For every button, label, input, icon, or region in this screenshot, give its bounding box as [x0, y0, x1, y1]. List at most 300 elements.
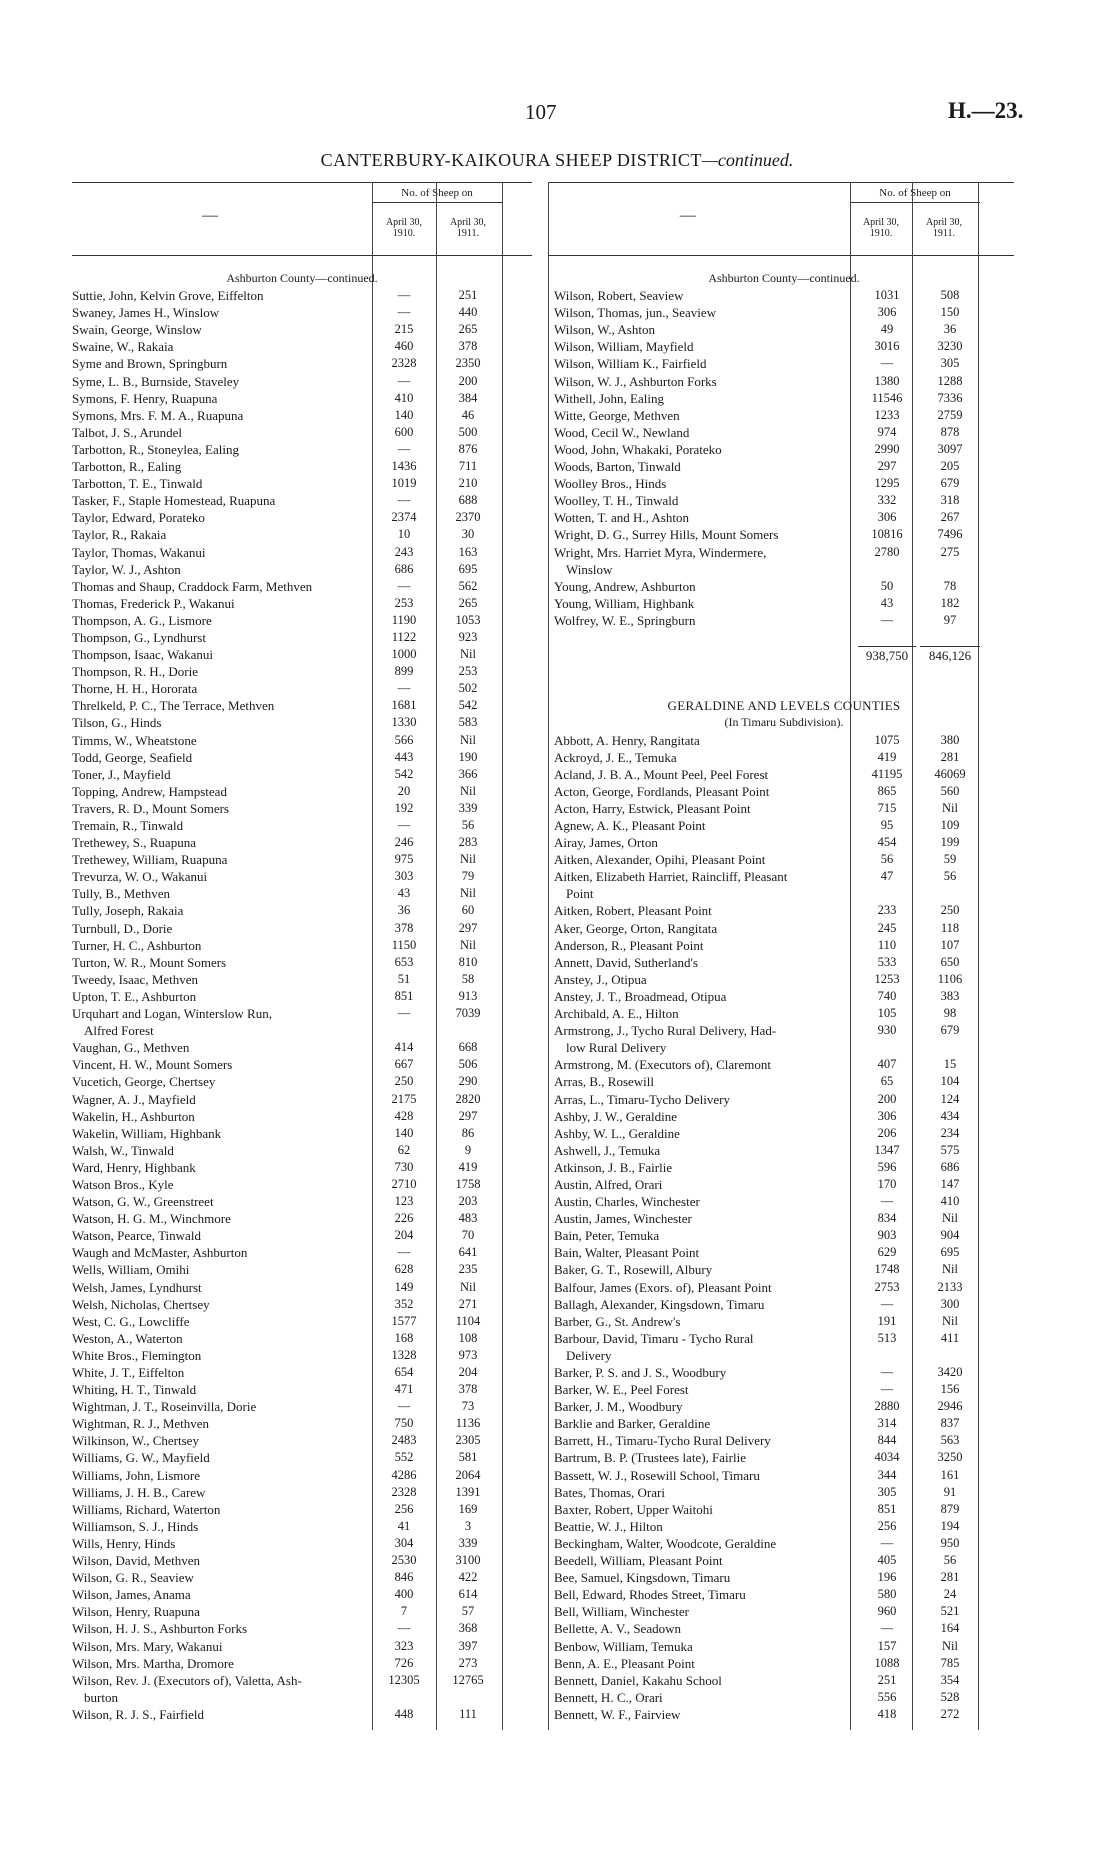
sheep-1910-value: 629 — [877, 1245, 897, 1260]
sheep-1910-value: — — [880, 1296, 894, 1311]
page-title — [0, 150, 1114, 171]
table-row — [72, 1056, 532, 1073]
owner-name: Wightman, R. J., Methven — [72, 1416, 210, 1432]
owner-name: Watson, G. W., Greenstreet — [72, 1194, 214, 1210]
sheep-1911-value: 267 — [940, 510, 960, 525]
sheep-1910-value: 378 — [394, 920, 414, 935]
sheep-1911-value: 410 — [940, 1194, 960, 1209]
table-row — [554, 475, 1014, 492]
sheep-1911-value: 614 — [458, 1587, 478, 1602]
owner-name: Williams, Richard, Waterton — [72, 1501, 221, 1517]
sheep-1910-value: — — [880, 1365, 894, 1379]
sheep-1910-value: 157 — [877, 1638, 897, 1653]
owner-name: Wilson, William, Mayfield — [554, 339, 694, 355]
owner-name: Bennett, Daniel, Kakahu School — [554, 1672, 722, 1688]
sheep-1910-value: 740 — [877, 988, 897, 1003]
sheep-1911-value: 58 — [461, 971, 475, 986]
sheep-1910-value: 960 — [877, 1604, 897, 1619]
owner-name: Wilson, Thomas, jun., Seaview — [554, 305, 717, 321]
header-dash: — — [679, 207, 696, 224]
table-row — [554, 1261, 1014, 1278]
owner-name: Ashby, W. L., Geraldine — [554, 1125, 680, 1141]
sheep-1910-value: 844 — [877, 1433, 897, 1448]
table-row — [72, 1210, 532, 1227]
owner-name: Suttie, John, Kelvin Grove, Eiffelton — [72, 288, 264, 304]
sheep-1910-value: 419 — [877, 749, 897, 764]
sheep-1911-value: Nil — [460, 886, 476, 901]
owner-name: Austin, James, Winchester — [554, 1211, 692, 1227]
table-row — [554, 902, 1014, 919]
owner-name: Young, Andrew, Ashburton — [554, 578, 696, 594]
sheep-1910-value: 1122 — [391, 629, 417, 644]
table-row — [554, 407, 1014, 424]
sheep-1911-value: 161 — [940, 1467, 960, 1482]
sheep-1910-value: 715 — [877, 800, 897, 815]
table-row — [72, 646, 532, 663]
sheep-1910-value: 1328 — [391, 1347, 417, 1362]
sheep-1911-value: 583 — [458, 715, 478, 730]
owner-name: Bain, Walter, Pleasant Point — [554, 1245, 700, 1261]
sheep-1910-value: 600 — [394, 424, 414, 439]
owner-name: Wilkinson, W., Chertsey — [72, 1433, 199, 1449]
sheep-1911-value: 2759 — [937, 407, 963, 422]
table-row — [554, 424, 1014, 441]
owner-name: Wright, D. G., Surrey Hills, Mount Somers — [554, 527, 779, 543]
table-row — [72, 1073, 532, 1090]
sheep-1910-value: 542 — [394, 766, 414, 781]
sheep-count-label: No. of Sheep on — [372, 187, 502, 203]
sheep-1910-value: — — [397, 578, 411, 593]
table-row — [554, 1210, 1014, 1227]
table-row — [72, 954, 532, 971]
sheep-1910-value: 192 — [394, 800, 414, 815]
table-row — [72, 800, 532, 817]
table-row — [72, 783, 532, 800]
owner-name: Barker, P. S. and J. S., Woodbury — [554, 1365, 727, 1380]
table-row — [72, 1159, 532, 1176]
sheep-1911-value: 150 — [940, 305, 960, 320]
owner-name: Vincent, H. W., Mount Somers — [72, 1057, 233, 1073]
table-row — [554, 390, 1014, 407]
sheep-1911-value: 2133 — [937, 1279, 963, 1294]
sheep-1910-value: 930 — [877, 1023, 897, 1038]
table-row — [554, 1364, 1014, 1381]
year-1910-label: April 30, 1910. — [385, 217, 423, 239]
sheep-1911-value: 3420 — [937, 1365, 963, 1379]
owner-name: Trethewey, S., Ruapuna — [72, 835, 196, 851]
owner-name: Anderson, R., Pleasant Point — [554, 937, 704, 953]
sheep-1910-value: 149 — [394, 1279, 414, 1294]
sheep-1910-value: 448 — [394, 1706, 414, 1721]
sheep-1911-value: 190 — [458, 749, 478, 764]
owner-name: Wilson, William K., Fairfield — [554, 356, 707, 372]
table-row — [554, 1176, 1014, 1193]
table-row — [72, 1313, 532, 1330]
table-row — [72, 1364, 532, 1381]
table-row — [554, 338, 1014, 355]
sheep-1911-value: 91 — [943, 1484, 957, 1499]
sheep-1910-value: 414 — [394, 1040, 414, 1055]
table-row — [72, 1296, 532, 1313]
owner-name-continued: Alfred Forest — [84, 1023, 154, 1039]
sheep-1910-value: 20 — [397, 783, 411, 798]
sheep-1910-value: 140 — [394, 1125, 414, 1140]
table-row — [72, 902, 532, 919]
owner-name: Tarbotton, T. E., Tinwald — [72, 476, 203, 492]
sheep-1911-value: 7496 — [937, 527, 963, 542]
sheep-1911-value: 3250 — [937, 1450, 963, 1465]
table-row-continuation — [554, 1039, 1014, 1056]
sheep-1911-value: Nil — [942, 1262, 958, 1277]
owner-name: Arras, L., Timaru-Tycho Delivery — [554, 1091, 731, 1107]
sheep-1911-value: 695 — [940, 1245, 960, 1260]
owner-name: Wakelin, H., Ashburton — [72, 1108, 195, 1124]
owner-name: Threlkeld, P. C., The Terrace, Methven — [72, 698, 275, 714]
table-row — [72, 321, 532, 338]
sheep-1910-value: 556 — [877, 1689, 897, 1704]
owner-name: Anstey, J., Otipua — [554, 971, 647, 987]
owner-name: Syme, L. B., Burnside, Staveley — [72, 373, 240, 389]
sheep-1911-value: 97 — [943, 612, 957, 627]
owner-name: Turnbull, D., Dorie — [72, 920, 173, 936]
table-row — [72, 1569, 532, 1586]
sheep-1910-value: 865 — [877, 783, 897, 798]
sheep-1911-value: 199 — [940, 835, 960, 850]
sheep-1910-value: 1233 — [874, 407, 900, 422]
sheep-1911-value: 397 — [458, 1638, 478, 1653]
table-row — [554, 749, 1014, 766]
table-row — [554, 1159, 1014, 1176]
sheep-1910-value: 533 — [877, 954, 897, 969]
owner-name: Anstey, J. T., Broadmead, Otipua — [554, 988, 727, 1004]
sheep-1910-value: 305 — [877, 1484, 897, 1499]
sheep-1910-value: 215 — [394, 322, 414, 337]
sheep-1911-value: 281 — [940, 1570, 960, 1585]
sheep-1910-value: 352 — [394, 1296, 414, 1311]
sheep-1910-value: 513 — [877, 1330, 897, 1345]
sheep-1910-value: 304 — [394, 1535, 414, 1550]
sheep-1911-value: Nil — [460, 852, 476, 867]
sheep-1911-value: 163 — [458, 544, 478, 559]
owner-name: Turner, H. C., Ashburton — [72, 937, 202, 953]
owner-name: Wilson, Mrs. Mary, Wakanui — [72, 1638, 223, 1654]
owner-name: Witte, George, Methven — [554, 407, 680, 423]
sheep-1910-value: 47 — [880, 869, 894, 884]
owner-name: Thorne, H. H., Hororata — [72, 681, 198, 697]
table-row — [72, 1518, 532, 1535]
owner-name: Baker, G. T., Rosewill, Albury — [554, 1262, 713, 1278]
table-row — [554, 766, 1014, 783]
table-row — [72, 868, 532, 885]
table-row — [72, 304, 532, 321]
sheep-1911-value: 250 — [940, 903, 960, 918]
sheep-1910-value: 4286 — [391, 1467, 417, 1482]
owner-name: Welsh, Nicholas, Chertsey — [72, 1296, 210, 1312]
table-row — [72, 697, 532, 714]
owner-name: Thomas and Shaup, Craddock Farm, Methven — [72, 578, 313, 594]
sheep-1910-value: — — [880, 1194, 894, 1209]
sheep-1911-value: 265 — [458, 595, 478, 610]
table-row — [554, 1620, 1014, 1637]
sheep-1910-value: 471 — [394, 1382, 414, 1397]
owner-name: White, J. T., Eiffelton — [72, 1365, 185, 1380]
table-row — [72, 1449, 532, 1466]
sheep-1910-value: 1436 — [391, 459, 417, 474]
sheep-1911-value: 679 — [940, 476, 960, 491]
left-table-body — [72, 270, 532, 1723]
sheep-1911-value: Nil — [942, 1313, 958, 1328]
sheep-1911-value: Nil — [460, 783, 476, 798]
table-row — [554, 1091, 1014, 1108]
table-row — [72, 1484, 532, 1501]
owner-name: Taylor, R., Rakaia — [72, 527, 167, 543]
table-row — [72, 1091, 532, 1108]
table-row — [72, 834, 532, 851]
document-reference: H.—23. — [948, 98, 1024, 123]
sheep-1911-value: 272 — [940, 1706, 960, 1721]
owner-name: Arras, B., Rosewill — [554, 1074, 655, 1090]
sheep-1910-value: 200 — [877, 1091, 897, 1106]
sheep-1910-value: 750 — [394, 1416, 414, 1431]
sheep-1911-value: 560 — [940, 783, 960, 798]
sheep-1910-value: 566 — [394, 732, 414, 747]
sheep-1910-value: — — [880, 612, 894, 627]
spacer — [554, 680, 1014, 697]
sheep-1911-value: 711 — [458, 459, 478, 474]
table-row — [72, 1706, 532, 1723]
owner-name: Acland, J. B. A., Mount Peel, Peel Forest — [554, 766, 769, 782]
sheep-1911-value: 70 — [461, 1228, 475, 1243]
owner-name-continued: Delivery — [566, 1347, 612, 1363]
owner-name: Wagner, A. J., Mayfield — [72, 1091, 196, 1107]
sheep-1911-value: 98 — [943, 1006, 957, 1021]
sheep-1911-value: 923 — [458, 629, 478, 644]
owner-name: Agnew, A. K., Pleasant Point — [554, 818, 706, 833]
sheep-1910-value: 2374 — [391, 510, 417, 525]
sheep-1911-value: 366 — [458, 766, 478, 781]
sheep-1911-value: 297 — [458, 920, 478, 935]
table-row — [72, 817, 532, 834]
owner-name: Thompson, R. H., Dorie — [72, 664, 199, 680]
owner-name: Airay, James, Orton — [554, 835, 658, 851]
table-row — [72, 1535, 532, 1552]
owner-name: Welsh, James, Lyndhurst — [72, 1279, 202, 1295]
table-row — [554, 1227, 1014, 1244]
sheep-1911-value: 521 — [940, 1604, 960, 1619]
sheep-1911-value: 169 — [458, 1501, 478, 1516]
owner-name: Waugh and McMaster, Ashburton — [72, 1245, 248, 1261]
table-row — [554, 578, 1014, 595]
table-row — [554, 1296, 1014, 1313]
owner-name: Wills, Henry, Hinds — [72, 1535, 176, 1551]
sheep-1910-value: 1577 — [391, 1313, 417, 1328]
owner-name: Walsh, W., Tinwald — [72, 1142, 174, 1158]
owner-name: Wilson, W. J., Ashburton Forks — [554, 373, 717, 389]
sheep-1910-value: 730 — [394, 1159, 414, 1174]
sheep-1910-value: 1019 — [391, 476, 417, 491]
table-row — [72, 561, 532, 578]
owner-name: Wells, William, Omihi — [72, 1262, 190, 1278]
sheep-1910-value: 344 — [877, 1467, 897, 1482]
sheep-1910-value: 1190 — [391, 612, 417, 627]
table-row — [554, 1689, 1014, 1706]
owner-name: Thompson, A. G., Lismore — [72, 612, 212, 628]
table-row — [72, 1108, 532, 1125]
sheep-1910-value: 726 — [394, 1655, 414, 1670]
sheep-1911-value: 235 — [458, 1262, 478, 1277]
section2-title: GERALDINE AND LEVELS COUNTIES — [667, 698, 901, 714]
sheep-1910-value: 245 — [877, 920, 897, 935]
sheep-1911-value: 56 — [943, 869, 957, 884]
table-row — [554, 834, 1014, 851]
owner-name: Topping, Andrew, Hampstead — [72, 783, 227, 799]
table-row — [554, 509, 1014, 526]
sheep-1911-value: 164 — [940, 1621, 960, 1636]
table-row — [72, 732, 532, 749]
table-row — [72, 390, 532, 407]
sheep-1911-value: 2820 — [455, 1091, 481, 1106]
owner-name: Wakelin, William, Highbank — [72, 1125, 222, 1141]
right-table-header — [548, 182, 1014, 256]
sheep-1911-value: 575 — [940, 1142, 960, 1157]
sheep-1910-value: 306 — [877, 305, 897, 320]
right-table-body — [554, 270, 1014, 1723]
sheep-1911-value: 2350 — [455, 356, 481, 371]
sheep-1910-value: 323 — [394, 1638, 414, 1653]
sheep-1911-value: 1053 — [455, 612, 481, 627]
sheep-1910-value: 580 — [877, 1587, 897, 1602]
sheep-1911-value: 562 — [458, 578, 478, 593]
sheep-1910-value: 2753 — [874, 1279, 900, 1294]
table-row — [72, 578, 532, 595]
sheep-1911-value: 78 — [943, 578, 957, 593]
sheep-1910-value: 1088 — [874, 1655, 900, 1670]
owner-name: Thomas, Frederick P., Wakanui — [72, 595, 235, 611]
table-row — [554, 526, 1014, 543]
table-row — [72, 475, 532, 492]
header-dash: — — [202, 207, 218, 224]
sheep-1910-value: 596 — [877, 1159, 897, 1174]
table-row — [554, 287, 1014, 304]
sheep-1911-value: 384 — [458, 390, 478, 405]
table-row — [554, 1005, 1014, 1022]
sheep-1911-value: 290 — [458, 1074, 478, 1089]
sheep-1911-value: 86 — [461, 1125, 475, 1140]
owner-name: Wilson, W., Ashton — [554, 322, 655, 338]
owner-name: Acton, Harry, Estwick, Pleasant Point — [554, 800, 751, 816]
section2-subtitle: (In Timaru Subdivision). — [724, 715, 844, 730]
table-row — [554, 1330, 1014, 1347]
sheep-1910-value: 834 — [877, 1211, 897, 1226]
sheep-1910-value: 12305 — [388, 1672, 420, 1687]
sheep-1910-value: 168 — [394, 1330, 414, 1345]
sheep-1910-value: 851 — [877, 1501, 897, 1516]
sheep-1910-value: 49 — [880, 322, 894, 337]
table-row — [554, 441, 1014, 458]
sheep-1910-value: 2530 — [391, 1553, 417, 1568]
sheep-1911-value: 3230 — [937, 339, 963, 354]
sheep-1911-value: 109 — [940, 818, 960, 832]
sheep-1910-value: 204 — [394, 1228, 414, 1243]
sheep-1911-value: 2946 — [937, 1399, 963, 1414]
left-column — [72, 182, 532, 1730]
sheep-1910-value: 2880 — [874, 1399, 900, 1414]
sheep-1911-value: 950 — [940, 1535, 960, 1550]
sheep-1910-value: 303 — [394, 869, 414, 884]
sheep-1910-value: — — [397, 441, 411, 456]
sheep-1910-value: 233 — [877, 903, 897, 918]
table-row — [72, 920, 532, 937]
sheep-1910-value: 2328 — [391, 1484, 417, 1499]
table-row — [72, 526, 532, 543]
sheep-1911-value: 108 — [458, 1330, 478, 1345]
owner-name: Bennett, H. C., Orari — [554, 1689, 663, 1705]
spacer — [554, 629, 1014, 646]
table-row — [554, 1449, 1014, 1466]
table-row — [554, 1655, 1014, 1672]
owner-name: Williams, John, Lismore — [72, 1467, 201, 1483]
owner-name: Wolfrey, W. E., Springburn — [554, 612, 696, 628]
owner-name: Vaughan, G., Methven — [72, 1040, 190, 1056]
table-row — [72, 937, 532, 954]
sheep-1910-value: 899 — [394, 664, 414, 679]
sheep-1911-value: 506 — [458, 1057, 478, 1072]
sheep-1911-value: 200 — [458, 373, 478, 388]
sheep-1910-value: 41195 — [871, 766, 903, 781]
table-row — [72, 1039, 532, 1056]
owner-name: Upton, T. E., Ashburton — [72, 988, 197, 1004]
sheep-1911-value: Nil — [942, 1638, 958, 1653]
table-row — [72, 1398, 532, 1415]
sheep-1911-value: 60 — [461, 903, 475, 918]
sheep-1911-value: 118 — [940, 920, 960, 935]
owner-name: Wilson, Rev. J. (Executors of), Valetta, Ash- — [72, 1672, 302, 1688]
owner-name: Bennett, W. F., Fairview — [554, 1706, 681, 1722]
table-row — [554, 1073, 1014, 1090]
sheep-1911-value: 528 — [940, 1689, 960, 1704]
sheep-1911-value: 24 — [943, 1587, 957, 1602]
table-row — [554, 544, 1014, 561]
sheep-1911-value: 46069 — [934, 766, 966, 781]
sheep-1910-value: — — [880, 1535, 894, 1550]
owner-name: Balfour, James (Exors. of), Pleasant Point — [554, 1279, 772, 1295]
sheep-1910-value: 191 — [877, 1313, 897, 1328]
sheep-1911-value: 1136 — [455, 1416, 481, 1431]
sheep-1911-value: 1106 — [937, 971, 963, 986]
sheep-1911-value: 7039 — [455, 1006, 481, 1021]
table-row — [72, 851, 532, 868]
sheep-1911-value: Nil — [942, 800, 958, 815]
table-row — [72, 1501, 532, 1518]
sheep-1911-value: 46 — [461, 407, 475, 422]
table-row — [72, 1432, 532, 1449]
sheep-1910-value: 251 — [877, 1672, 897, 1687]
owner-name: Williams, J. H. B., Carew — [72, 1484, 206, 1500]
table-row — [554, 595, 1014, 612]
sheep-1911-value: 59 — [943, 852, 957, 867]
sheep-1911-value: 2305 — [455, 1433, 481, 1448]
table-row — [554, 1535, 1014, 1552]
sheep-1911-value: 542 — [458, 698, 478, 713]
owner-name: Wilson, Robert, Seaview — [554, 288, 684, 304]
owner-name: Tweedy, Isaac, Methven — [72, 971, 199, 987]
sheep-1910-value: 140 — [394, 407, 414, 422]
sheep-1911-value: 913 — [458, 988, 478, 1003]
sheep-1910-value: 1681 — [391, 698, 417, 713]
owner-name: Bain, Peter, Temuka — [554, 1228, 660, 1244]
sheep-1911-value: 3 — [464, 1518, 472, 1533]
table-row — [72, 1330, 532, 1347]
